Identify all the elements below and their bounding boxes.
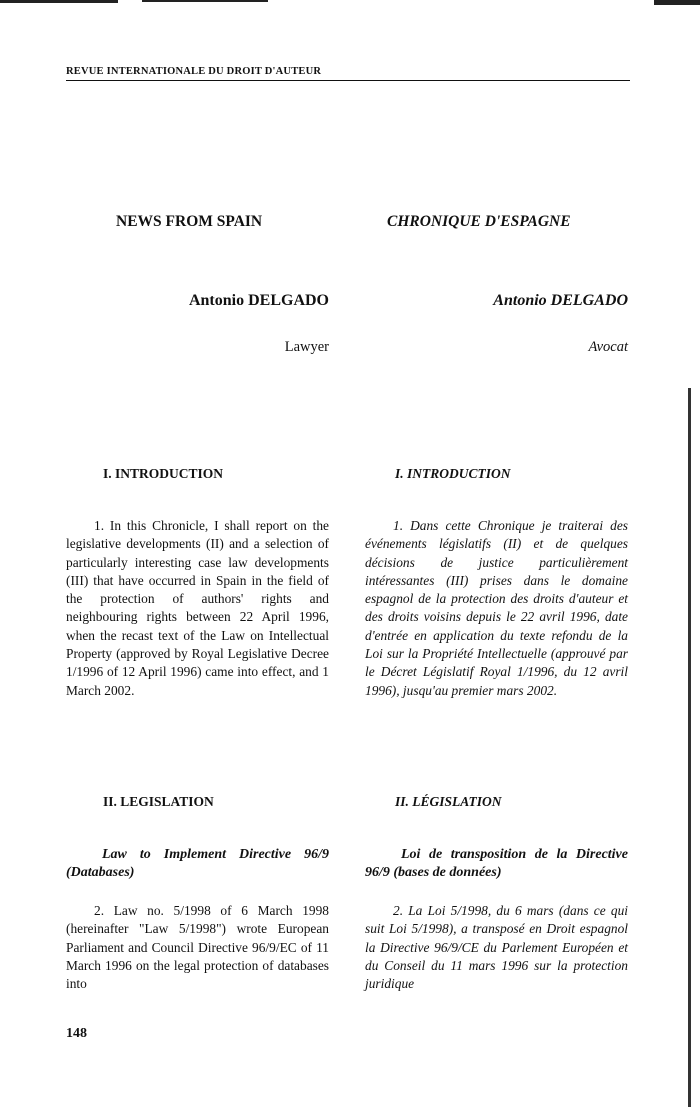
page-number: 148	[66, 1026, 87, 1041]
english-section-legislation: II. LEGISLATION	[103, 794, 214, 809]
scan-mark-top-right	[654, 0, 700, 5]
french-author: Antonio DELGADO	[493, 292, 628, 309]
english-paragraph-1: 1. In this Chronicle, I shall report on the legislative developments (II) and a selection of particularly interesting case law developments (III) that have occurred in Spain in the field of the protection of authors' rights and neighbouring rights between 22 April 1996, when the recast text of the Law on Intellectual Property (approved by Royal Legislative Decree 1/1996 of 12 April 1996) came into effect, and 1 March 2002.	[66, 518, 329, 698]
english-section-introduction: I. INTRODUCTION	[103, 466, 224, 481]
french-column	[365, 0, 628, 1107]
english-role: Lawyer	[284, 339, 329, 355]
english-subheading: Law to Implement Directive 96/9 (Databases)	[66, 847, 329, 880]
french-title: CHRONIQUE D'ESPAGNE	[387, 213, 571, 230]
french-paragraph-1: 1. Dans cette Chronique je traiterai des événements législatifs (II) et de quelques décisions de justice particulièrement intéressantes (III) prises dans le domaine espagnol de la protection des droits d'auteur et des droits voisins depuis le 22 avril 1996, date d'entrée en application du texte refondu de la Loi sur la Propriété Intellectuelle (approuvé par le Décret Législatif Royal 1/1996, du 12 avril 1996), jusqu'au premier mars 2002.	[365, 518, 628, 698]
english-paragraph-2: 2. Law no. 5/1998 of 6 March 1998 (hereinafter "Law 5/1998") wrote European Parliament and Council Directive 96/9/EC of 11 March 1996 on the legal protection of databases into	[66, 903, 329, 992]
french-section-legislation: II. LÉGISLATION	[395, 794, 502, 809]
french-role: Avocat	[588, 339, 628, 355]
english-column	[66, 0, 329, 1107]
running-header: REVUE INTERNATIONALE DU DROIT D'AUTEUR	[66, 66, 630, 81]
english-title: NEWS FROM SPAIN	[116, 213, 263, 230]
french-paragraph-2: 2. La Loi 5/1998, du 6 mars (dans ce qui suit Loi 5/1998), a transposé en Droit espagnol la Directive 96/9/CE du Parlement Européen et du Conseil du 11 mars 1996 sur la protection juridique	[365, 903, 628, 992]
english-author: Antonio DELGADO	[188, 292, 329, 309]
french-subheading: Loi de transposition de la Directive 96/9 (bases de données)	[365, 847, 628, 880]
french-section-introduction: I. INTRODUCTION	[395, 466, 511, 481]
page-edge-shadow	[688, 388, 691, 1107]
